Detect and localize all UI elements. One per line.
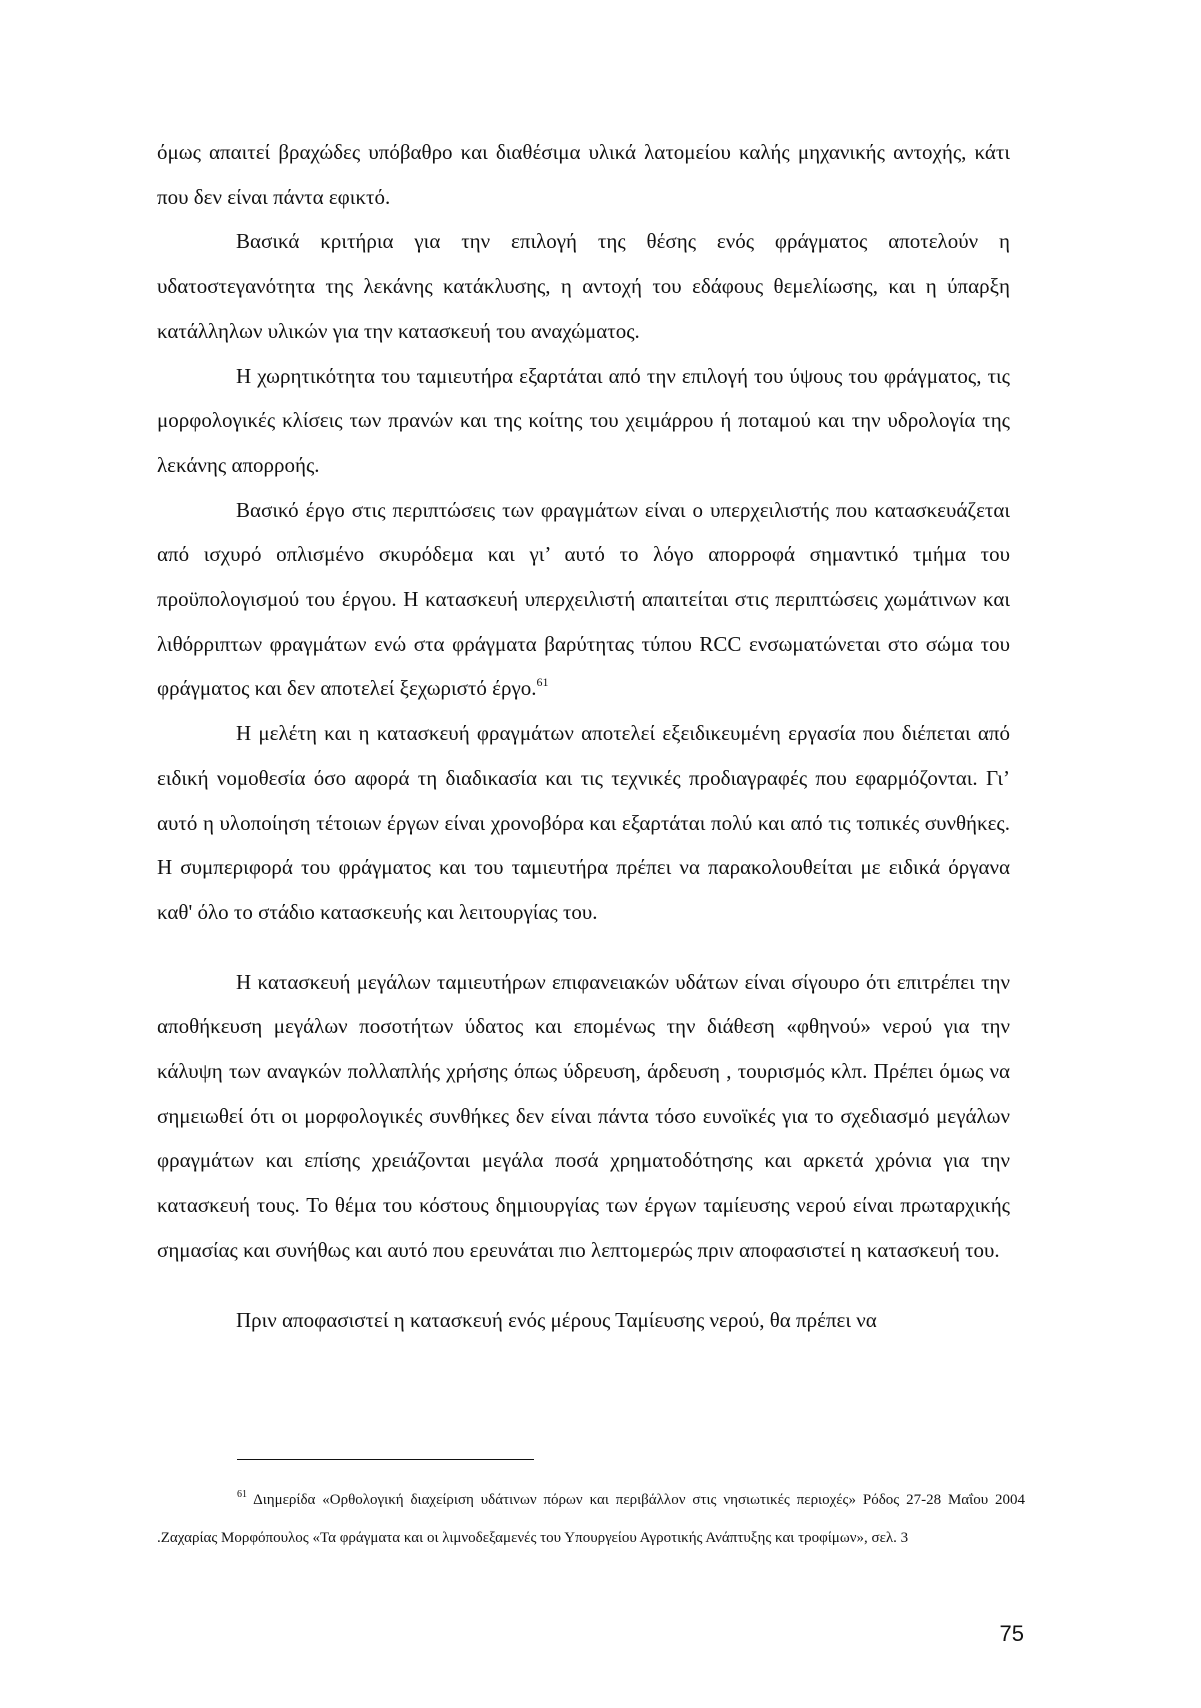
footnote-text: Διημερίδα «Ορθολογική διαχείριση υδάτινων πόρων και περιβάλλον στις νησιωτικές περιοχές» Ρόδος 27-28 Μαΐου 2004 .Ζαχαρίας Μορφόπουλος «Τα φράγματα και οι λιμνοδεξαμενές του Υπουργείου Αγροτικής Ανάπτυξης και τροφίμων», σελ. 3 [157, 1492, 1025, 1546]
footnote-number: 61 [237, 1489, 247, 1500]
paragraph-spillway [157, 488, 1010, 712]
paragraph-continuation: όμως απαιτεί βραχώδες υπόβαθρο και διαθέσιμα υλικά λατομείου καλής μηχανικής αντοχής, κάτι που δεν είναι πάντα εφικτό. [157, 140, 1010, 209]
paragraph-large-reservoirs: Η κατασκευή μεγάλων ταμιευτήρων επιφανειακών υδάτων είναι σίγουρο ότι επιτρέπει την αποθήκευση μεγάλων ποσοτήτων ύδατος και επομένως την διάθεση «φθηνού» νερού για την κάλυψη των αναγκών πολλαπλής χρήσης όπως ύδρευση, άρδευση , τουρισμός κλπ. Πρέπει όμως να σημειωθεί ότι οι μορφολογικές συνθήκες δεν είναι πάντα τόσο ευνοϊκές για το σχεδιασμό μεγάλων φραγμάτων και επίσης χρειάζονται μεγάλα ποσά χρηματοδότησης και αρκετά χρόνια για την κατασκευή τους. Το θέμα του κόστους δημιουργίας των έργων ταμίευσης νερού είναι πρωταρχικής σημασίας και συνήθως και αυτό που ερευνάται πιο λεπτομερώς πριν αποφασιστεί η κατασκευή του. [157, 969, 1010, 1262]
body-text [157, 130, 1010, 1342]
paragraph-before-decision: Πριν αποφασιστεί η κατασκευή ενός μέρους Ταμίευσης νερού, θα πρέπει να [236, 1307, 877, 1332]
footnote [157, 1481, 1025, 1557]
paragraph-dam-study: Η μελέτη και η κατασκευή φραγμάτων αποτελεί εξειδικευμένη εργασία που διέπεται από ειδική νομοθεσία όσο αφορά τη διαδικασία και τις τεχνικές προδιαγραφές που εφαρμόζονται. Γι’ αυτό η υλοποίηση τέτοιων έργων είναι χρονοβόρα και εξαρτάται πολύ και από τις τοπικές συνθήκες. Η συμπεριφορά του φράγματος και του ταμιευτήρα πρέπει να παρακολουθείται με ειδικά όργανα καθ' όλο το στάδιο κατασκευής και λειτουργίας του. [157, 721, 1010, 924]
paragraph-site-criteria: Βασικά κριτήρια για την επιλογή της θέσης ενός φράγματος αποτελούν η υδατοστεγανότητα της λεκάνης κατάκλυσης, η αντοχή του εδάφους θεμελίωσης, και η ύπαρξη κατάλληλων υλικών για την κατασκευή του αναχώματος. [157, 229, 1010, 343]
paragraph-reservoir-capacity: Η χωρητικότητα του ταμιευτήρα εξαρτάται από την επιλογή του ύψους του φράγματος, τις μορφολογικές κλίσεις των πρανών και της κοίτης του χειμάρρου ή ποταμού και την υδρολογία της λεκάνης απορροής. [157, 363, 1010, 477]
footnote-reference[interactable]: 61 [536, 675, 549, 690]
paragraph-spillway-text: Βασικό έργο στις περιπτώσεις των φραγμάτων είναι ο υπερχειλιστής που κατασκευάζεται από ισχυρό οπλισμένο σκυρόδεμα και γι’ αυτό το λόγο απορροφά σημαντικό τμήμα του προϋπολογισμού του έργου. Η κατασκευή υπερχειλιστή απαιτείται στις περιπτώσεις χωμάτινων και λιθόρριπτων φραγμάτων ενώ στα φράγματα βαρύτητας τύπου RCC ενσωματώνεται στο σώμα του φράγματος και δεν αποτελεί ξεχωριστό έργο. [157, 497, 1010, 701]
footnote-separator [237, 1459, 534, 1460]
page-number: 75 [999, 1621, 1024, 1646]
